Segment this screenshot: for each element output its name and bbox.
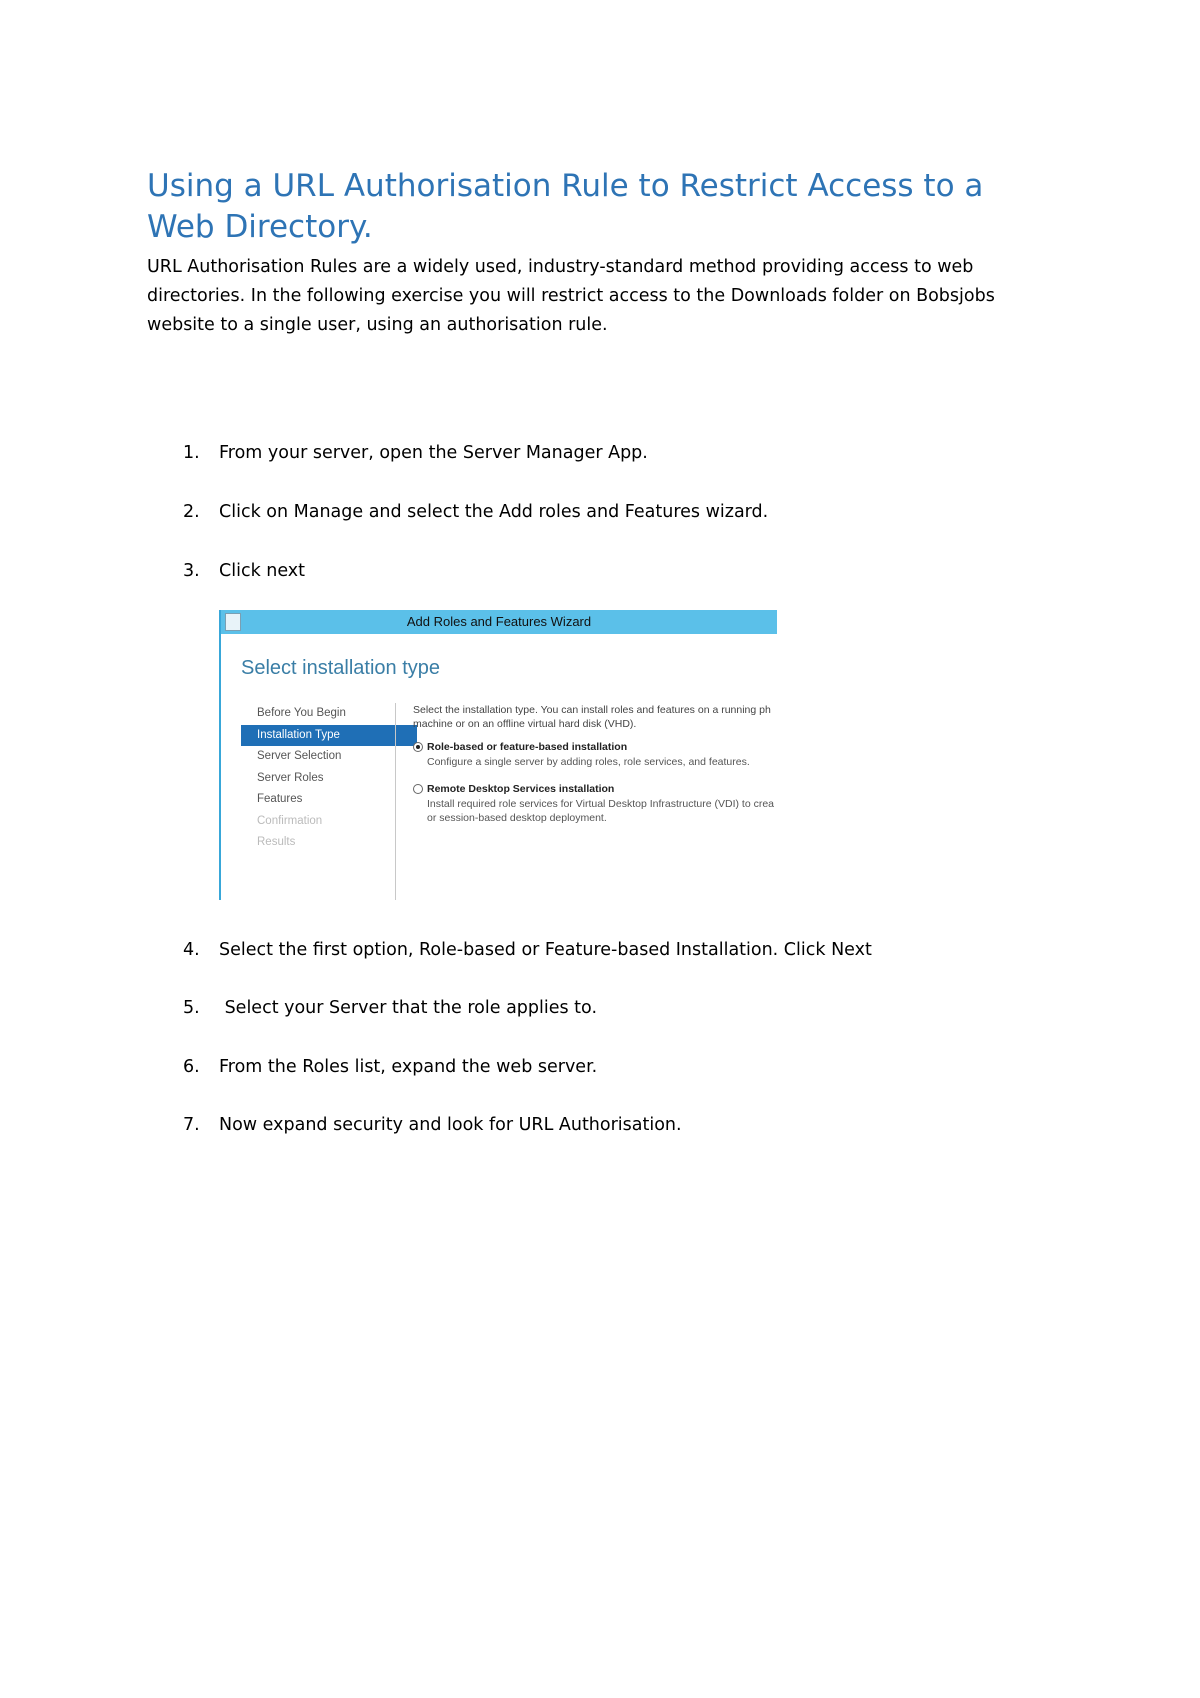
nav-item-server-roles: Server Roles — [257, 771, 324, 784]
step-text: Select your Server that the role applies to. — [219, 998, 598, 1018]
option-title: Role-based or feature-based installation — [427, 741, 628, 753]
step-2 — [183, 500, 1083, 524]
wizard-screenshot — [219, 610, 777, 900]
option-remote-desktop — [413, 782, 777, 825]
step-number: 1. — [183, 443, 200, 463]
option-title: Remote Desktop Services installation — [427, 783, 615, 795]
step-number: 4. — [183, 940, 200, 960]
wizard-nav — [241, 703, 417, 854]
step-number: 7. — [183, 1115, 200, 1135]
nav-item-server-selection: Server Selection — [257, 750, 342, 762]
wizard-heading: Select installation type — [241, 657, 441, 679]
step-number: 2. — [183, 502, 200, 522]
wizard-content — [413, 703, 777, 825]
step-text: From the Roles list, expand the web server. — [219, 1057, 598, 1077]
option-description: Configure a single server by adding roles, role services, and features. — [427, 756, 750, 768]
nav-item-results: Results — [257, 836, 296, 848]
step-number: 5. — [183, 998, 200, 1018]
radio-checked-icon — [413, 742, 423, 752]
wizard-titlebar — [221, 610, 777, 634]
nav-item-before-you-begin: Before You Begin — [257, 707, 346, 719]
wizard-description: machine or on an offline virtual hard disk (VHD). — [413, 718, 637, 730]
nav-item-installation-type: Installation Type — [241, 725, 417, 747]
step-number: 3. — [183, 561, 200, 581]
nav-item-features: Features — [257, 793, 303, 805]
option-description: or session-based desktop deployment. — [427, 812, 607, 824]
step-1 — [183, 441, 1083, 465]
step-5 — [183, 996, 1083, 1020]
step-text: Now expand security and look for URL Authorisation. — [219, 1115, 682, 1135]
wizard-window-title: Add Roles and Features Wizard — [406, 614, 592, 629]
intro-paragraph: URL Authorisation Rules are a widely used, industry-standard method providing access to web directories. In the following exercise you will restrict access to the Downloads folder on Bobsjobs website to a single user, using an authorisation rule. — [147, 257, 995, 335]
option-role-based — [413, 740, 777, 769]
step-4 — [183, 938, 1083, 962]
wizard-description: Select the installation type. You can install roles and features on a running ph — [413, 704, 771, 716]
step-7 — [183, 1113, 1083, 1137]
nav-item-confirmation: Confirmation — [257, 814, 323, 827]
document-title: Using a URL Authorisation Rule to Restrict Access to a Web Directory. — [147, 168, 984, 245]
step-text: From your server, open the Server Manager App. — [219, 443, 648, 463]
step-text: Click next — [219, 561, 306, 581]
step-6 — [183, 1055, 1083, 1079]
wizard-divider — [395, 703, 396, 900]
step-text: Click on Manage and select the Add roles and Features wizard. — [219, 502, 769, 522]
step-text: Select the first option, Role-based or Feature-based Installation. Click Next — [219, 940, 872, 960]
radio-unchecked-icon — [413, 784, 423, 794]
option-description: Install required role services for Virtual Desktop Infrastructure (VDI) to crea — [427, 798, 775, 810]
step-3 — [183, 559, 1083, 583]
step-number: 6. — [183, 1057, 200, 1077]
